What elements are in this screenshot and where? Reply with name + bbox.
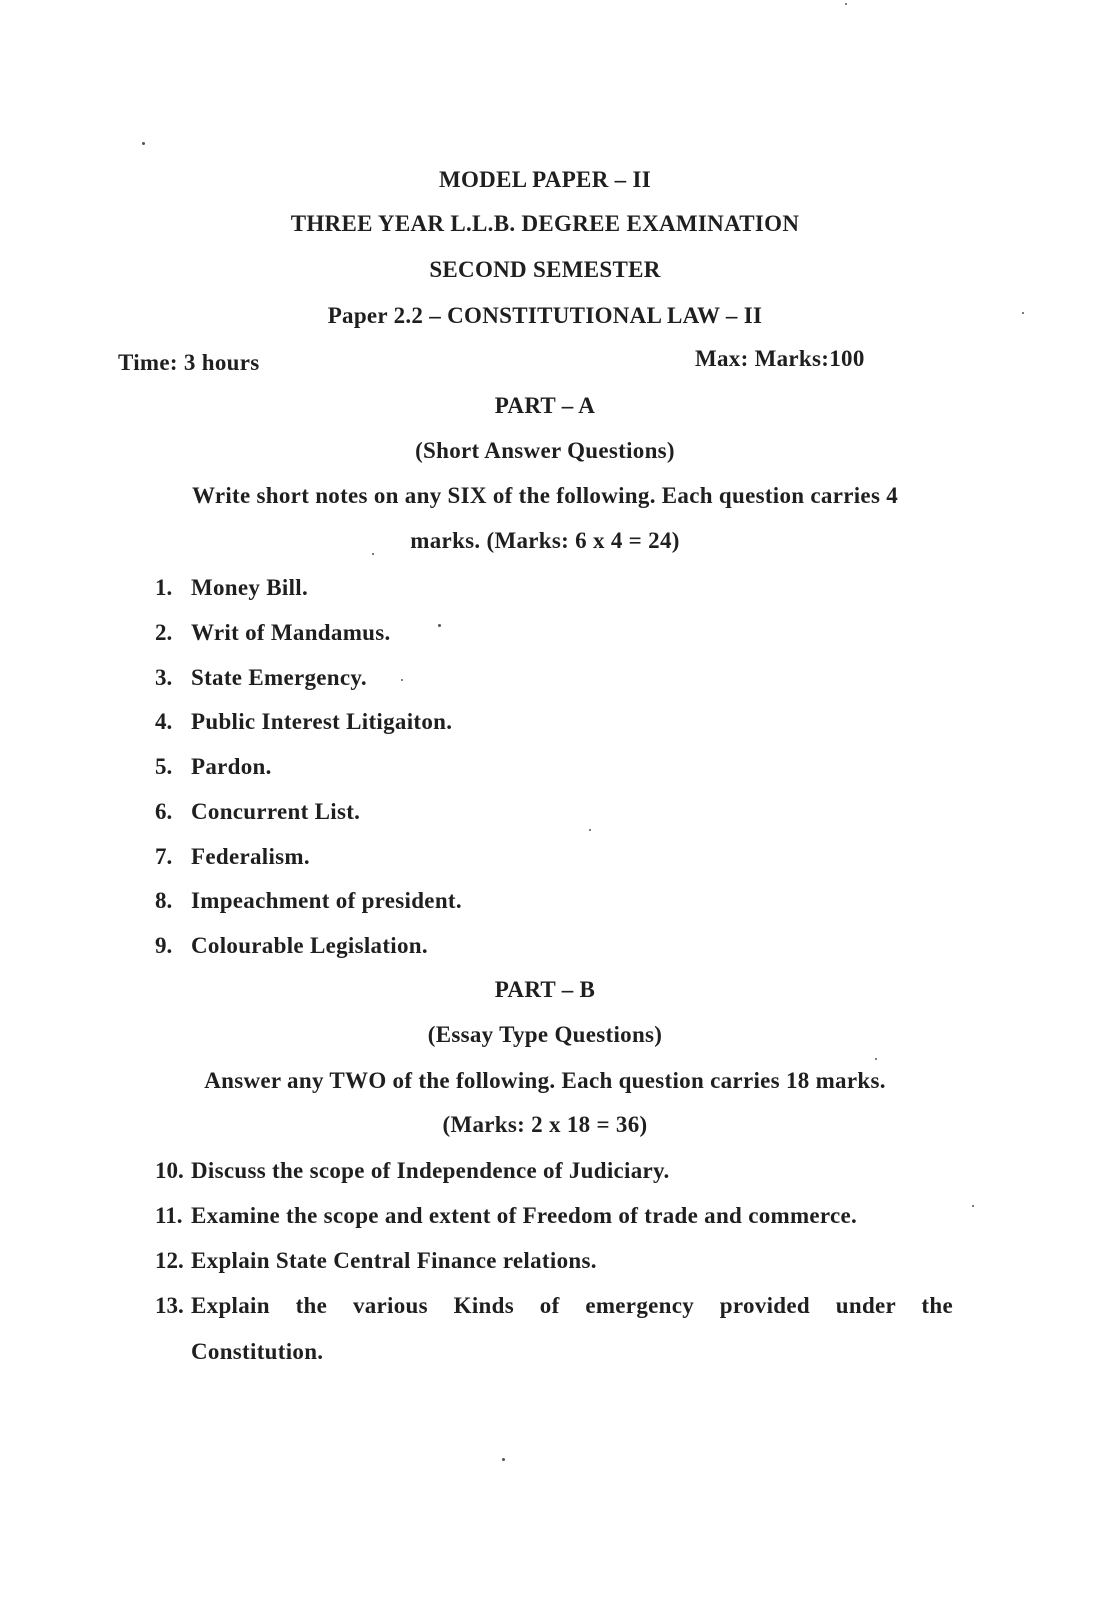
question-number: 5.	[155, 754, 173, 779]
scan-speck	[1022, 312, 1024, 314]
paper-title: MODEL PAPER – II	[438, 167, 652, 192]
scan-speck	[875, 1058, 877, 1060]
time-label: Time: 3 hours	[118, 350, 260, 375]
question-number: 8.	[155, 888, 173, 913]
semester-label: SECOND SEMESTER	[429, 257, 661, 282]
question-text-continuation: Constitution.	[191, 1339, 324, 1364]
part-a-subheading: (Short Answer Questions)	[415, 438, 675, 463]
scan-speck	[438, 624, 441, 627]
part-b-subheading: (Essay Type Questions)	[427, 1022, 663, 1047]
scan-speck	[502, 1458, 505, 1461]
question-text: Concurrent List.	[191, 799, 361, 824]
question-text: Examine the scope and extent of Freedom of trade and commerce.	[191, 1203, 858, 1228]
question-text: Explain State Central Finance relations.	[191, 1248, 597, 1273]
question-text: Federalism.	[191, 844, 310, 869]
scan-speck	[972, 1205, 974, 1207]
part-a-heading: PART – A	[494, 393, 596, 418]
question-text: Public Interest Litigaiton.	[191, 709, 453, 734]
question-number: 4.	[155, 709, 173, 734]
max-marks-label: Max: Marks:100	[695, 346, 865, 371]
scan-speck	[845, 3, 847, 5]
question-number: 6.	[155, 799, 173, 824]
question-number: 13.	[155, 1293, 184, 1318]
question-text: State Emergency.	[191, 665, 367, 690]
question-text: Writ of Mandamus.	[191, 620, 391, 645]
scan-speck	[142, 142, 145, 145]
question-number: 12.	[155, 1248, 184, 1273]
scan-speck	[401, 679, 403, 681]
question-text: Explain the various Kinds of emergency provided under the	[191, 1293, 953, 1318]
question-number: 11.	[155, 1203, 183, 1228]
scan-speck	[372, 553, 374, 555]
question-text: Impeachment of president.	[191, 888, 462, 913]
question-text: Colourable Legislation.	[191, 933, 428, 958]
question-number: 9.	[155, 933, 173, 958]
paper-subject: Paper 2.2 – CONSTITUTIONAL LAW – II	[327, 303, 763, 328]
scan-speck	[589, 829, 591, 831]
question-number: 1.	[155, 575, 173, 600]
part-b-instruction-line2: (Marks: 2 x 18 = 36)	[442, 1112, 648, 1137]
question-text: Money Bill.	[191, 575, 309, 600]
part-b-heading: PART – B	[494, 977, 596, 1002]
question-number: 10.	[155, 1158, 184, 1183]
question-text: Discuss the scope of Independence of Judiciary.	[191, 1158, 670, 1183]
exam-name: THREE YEAR L.L.B. DEGREE EXAMINATION	[290, 211, 800, 236]
question-number: 3.	[155, 665, 173, 690]
question-number: 7.	[155, 844, 173, 869]
question-text: Pardon.	[191, 754, 272, 779]
question-number: 2.	[155, 620, 173, 645]
part-a-instruction-line1: Write short notes on any SIX of the following. Each question carries 4	[191, 483, 899, 508]
part-a-instruction-line2: marks. (Marks: 6 x 4 = 24)	[410, 528, 680, 553]
part-b-instruction-line1: Answer any TWO of the following. Each question carries 18 marks.	[204, 1068, 886, 1093]
